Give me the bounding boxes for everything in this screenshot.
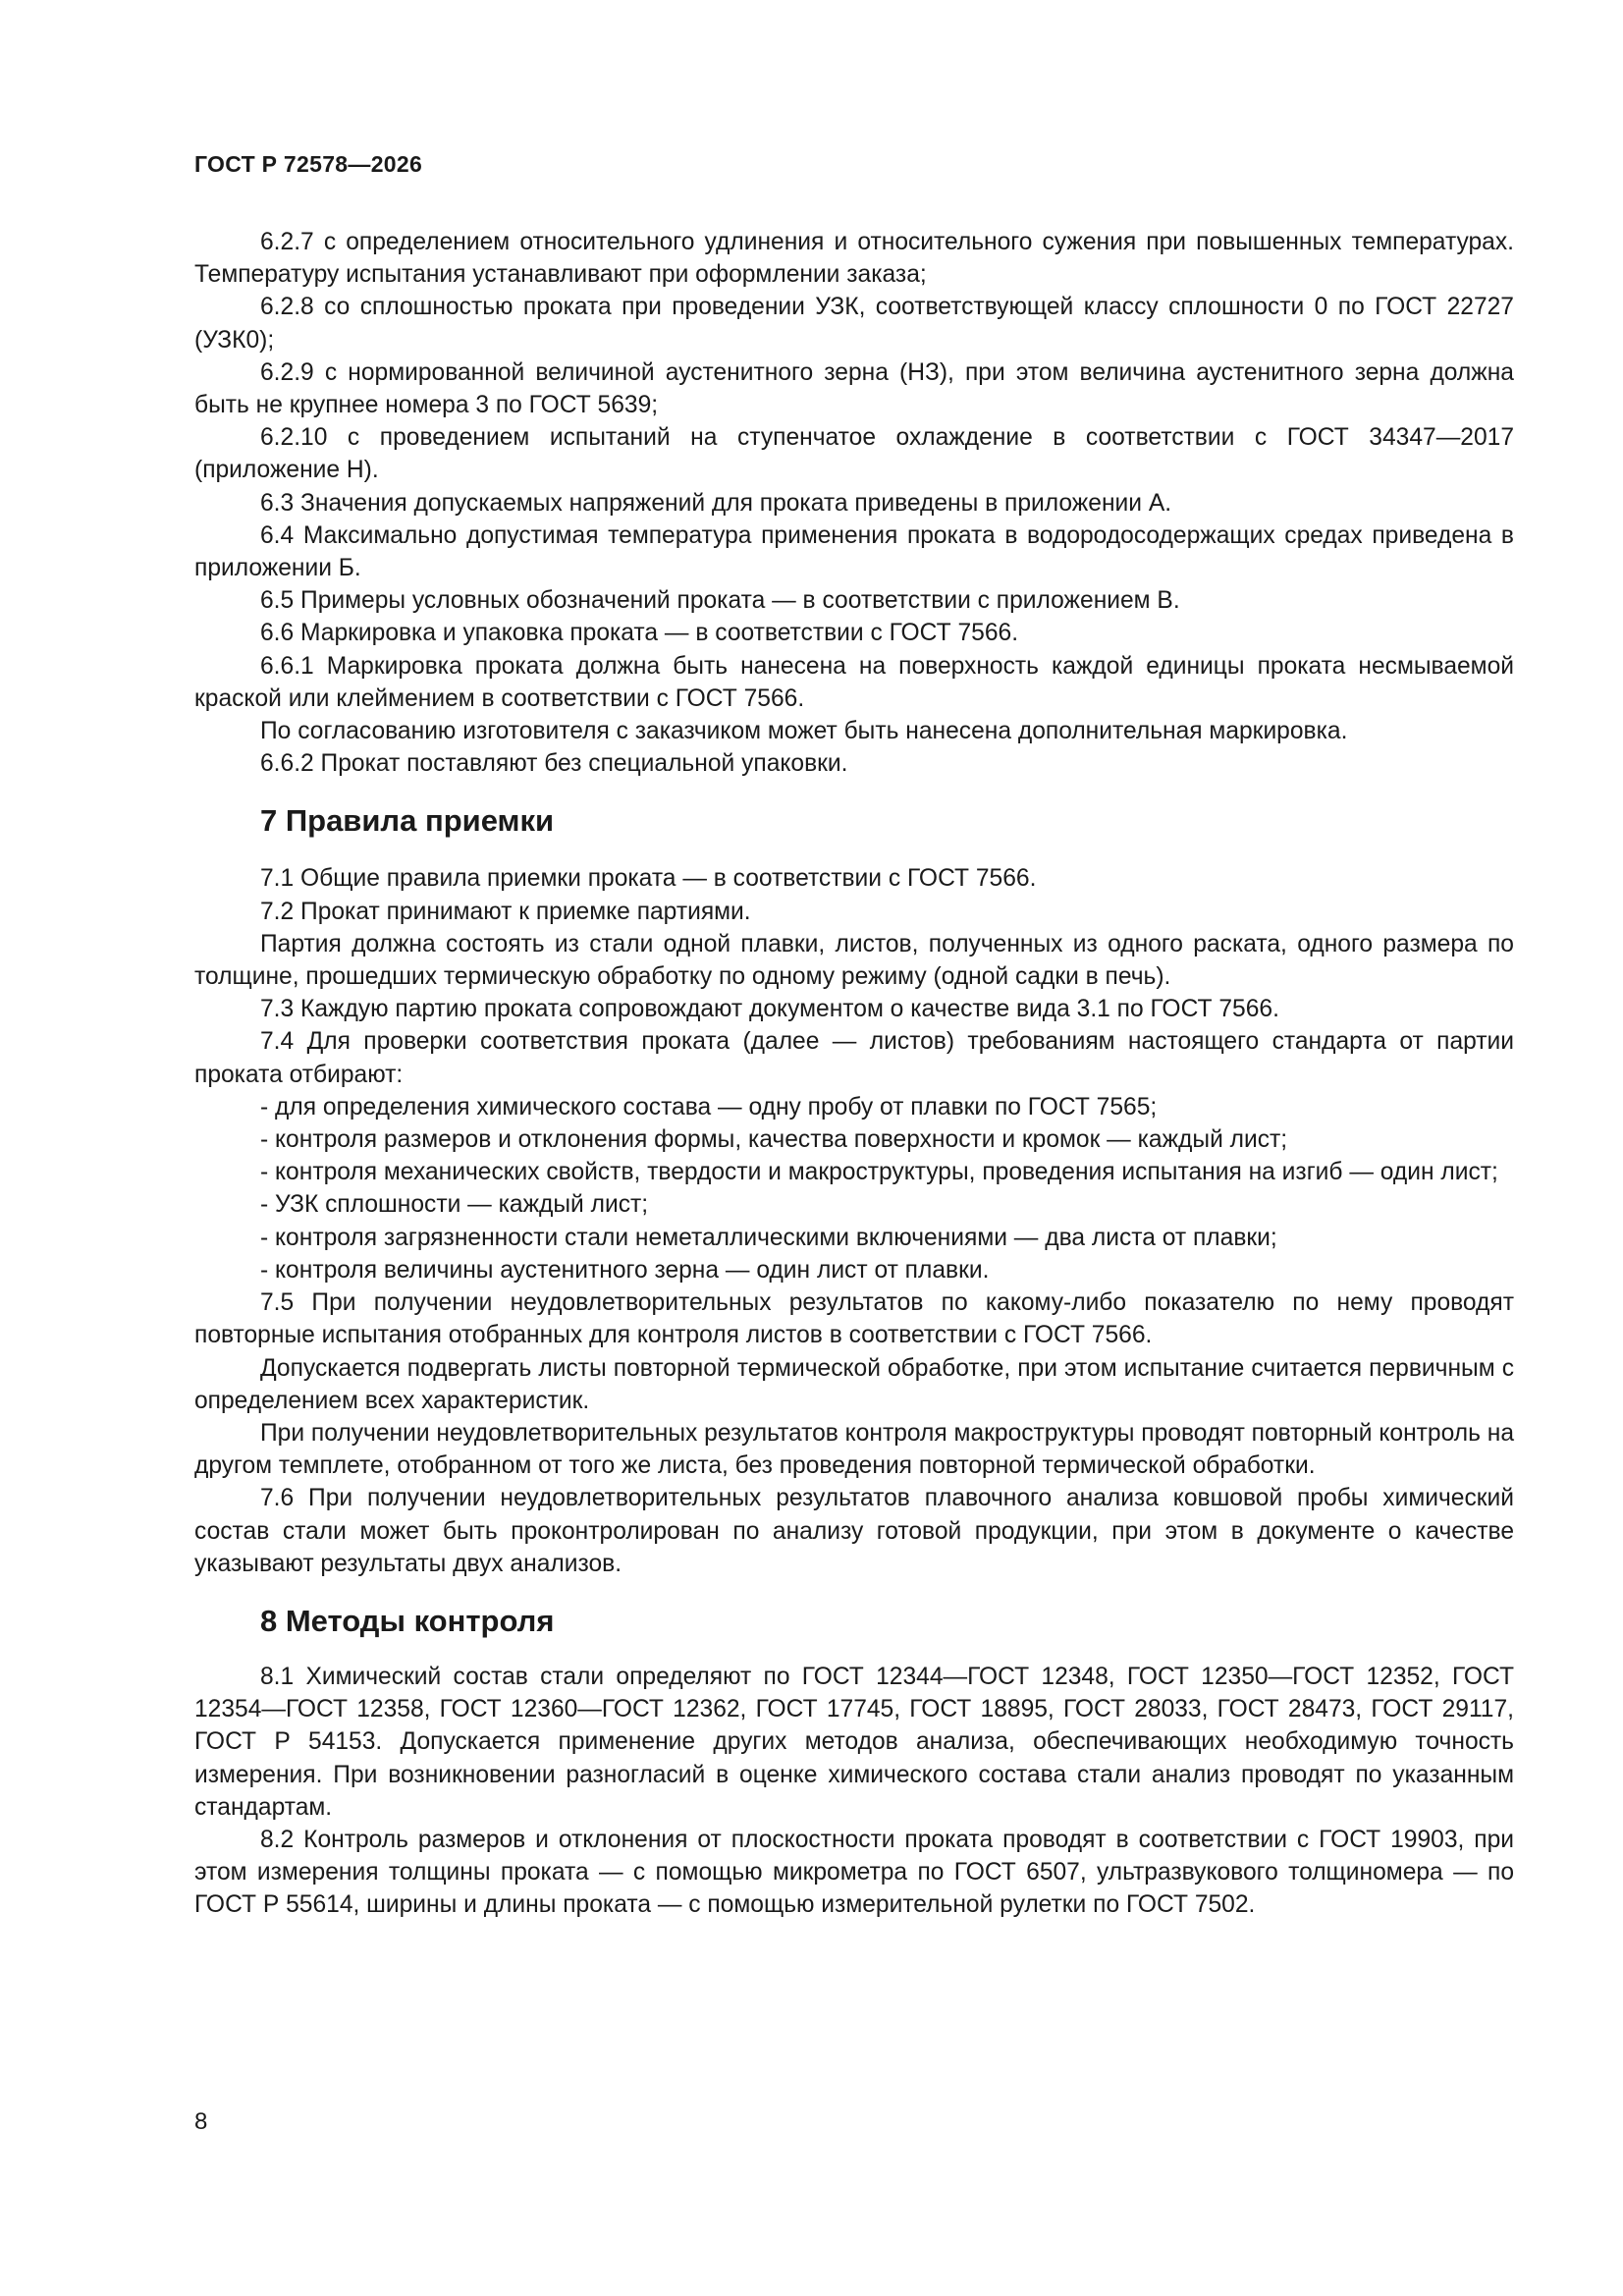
page-number: 8 xyxy=(194,2108,208,2135)
paragraph: Допускается подвергать листы повторной термической обработке, при этом испытание считается первичным с определением всех характеристик. xyxy=(194,1354,1514,1414)
paragraph: 7.5 При получении неудовлетворительных результатов по какому-либо показателю по нему проводят повторные испытания отобранных для контроля листов в соответствии с ГОСТ 7566. xyxy=(194,1289,1514,1349)
section-8-heading: 8 Методы контроля xyxy=(260,1603,555,1638)
list-item: - контроля величины аустенитного зерна — один лист от плавки. xyxy=(260,1256,990,1284)
paragraph: 7.3 Каждую партию проката сопровождают документом о качестве вида 3.1 по ГОСТ 7566. xyxy=(260,996,1279,1023)
paragraph: 6.2.10 с проведением испытаний на ступенчатое охлаждение в соответствии с ГОСТ 34347—2017 (приложение Н). xyxy=(194,424,1514,484)
paragraph: 7.6 При получении неудовлетворительных результатов плавочного анализа ковшовой пробы химический состав стали может быть проконтролирован по анализу готовой продукции, при этом в документе о качестве указывают результаты двух анализов. xyxy=(194,1485,1514,1577)
paragraph: 8.1 Химический состав стали определяют по ГОСТ 12344—ГОСТ 12348, ГОСТ 12350—ГОСТ 12352, ГОСТ 12354—ГОСТ 12358, ГОСТ 12360—ГОСТ 12362, ГОСТ 17745, ГОСТ 18895, ГОСТ 28033, ГОСТ 28473, ГОСТ 29117, ГОСТ Р 54153. Допускается применение других методов анализа, обеспечивающих необходимую точность измерения. При возникновении разногласий в оценке химического состава стали анализ проводят по указанным стандартам. xyxy=(194,1663,1514,1821)
paragraph: При получении неудовлетворительных результатов контроля макроструктуры проводят повторный контроль на другом темплете, отобранном от того же листа, без проведения повторной термической обработки. xyxy=(194,1419,1514,1480)
paragraph: 6.2.8 со сплошностью проката при проведении УЗК, соответствующей классу сплошности 0 по ГОСТ 22727 (УЗК0); xyxy=(194,294,1514,354)
paragraph: 7.2 Прокат принимают к приемке партиями. xyxy=(260,898,751,925)
document-body xyxy=(194,226,1514,1922)
document-header: ГОСТ Р 72578—2026 xyxy=(194,151,423,177)
list-item: - для определения химического состава — одну пробу от плавки по ГОСТ 7565; xyxy=(260,1093,1158,1121)
paragraph: 6.6.1 Маркировка проката должна быть нанесена на поверхность каждой единицы проката несмываемой краской или клеймением в соответствии с ГОСТ 7566. xyxy=(194,652,1514,712)
paragraph: 7.1 Общие правила приемки проката — в соответствии с ГОСТ 7566. xyxy=(260,865,1037,893)
paragraph: 6.2.7 с определением относительного удлинения и относительного сужения при повышенных температурах. Температуру испытания устанавливают при оформлении заказа; xyxy=(194,229,1514,289)
paragraph: 8.2 Контроль размеров и отклонения от плоскостности проката проводят в соответствии с ГОСТ 19903, при этом измерения толщины проката — с помощью микрометра по ГОСТ 6507, ультразвукового толщиномера — по ГОСТ Р 55614, ширины и длины проката — с помощью измерительной рулетки по ГОСТ 7502. xyxy=(194,1826,1514,1919)
paragraph: 6.2.9 с нормированной величиной аустенитного зерна (НЗ), при этом величина аустенитного зерна должна быть не крупнее номера 3 по ГОСТ 5639; xyxy=(194,358,1514,419)
paragraph: По согласованию изготовителя с заказчиком может быть нанесена дополнительная маркировка. xyxy=(260,718,1348,745)
paragraph: 6.5 Примеры условных обозначений проката — в соответствии с приложением В. xyxy=(260,587,1180,615)
paragraph: Партия должна состоять из стали одной плавки, листов, полученных из одного раската, одного размера по толщине, прошедших термическую обработку по одному режиму (одной садки в печь). xyxy=(194,930,1514,991)
section-7-heading: 7 Правила приемки xyxy=(260,803,555,839)
paragraph: 7.4 Для проверки соответствия проката (далее — листов) требованиям настоящего стандарта от партии проката отбирают: xyxy=(194,1028,1514,1088)
paragraph: 6.6 Маркировка и упаковка проката — в соответствии с ГОСТ 7566. xyxy=(260,620,1019,647)
list-item: - контроля механических свойств, твердости и макроструктуры, проведения испытания на изгиб — один лист; xyxy=(260,1159,1498,1186)
list-item: - УЗК сплошности — каждый лист; xyxy=(260,1191,649,1219)
list-item: - контроля размеров и отклонения формы, качества поверхности и кромок — каждый лист; xyxy=(260,1126,1288,1154)
paragraph: 6.4 Максимально допустимая температура применения проката в водородосодержащих средах приведена в приложении Б. xyxy=(194,521,1514,582)
paragraph: 6.6.2 Прокат поставляют без специальной упаковки. xyxy=(260,750,848,778)
list-item: - контроля загрязненности стали неметаллическими включениями — два листа от плавки; xyxy=(260,1224,1277,1251)
paragraph: 6.3 Значения допускаемых напряжений для проката приведены в приложении А. xyxy=(260,489,1172,517)
